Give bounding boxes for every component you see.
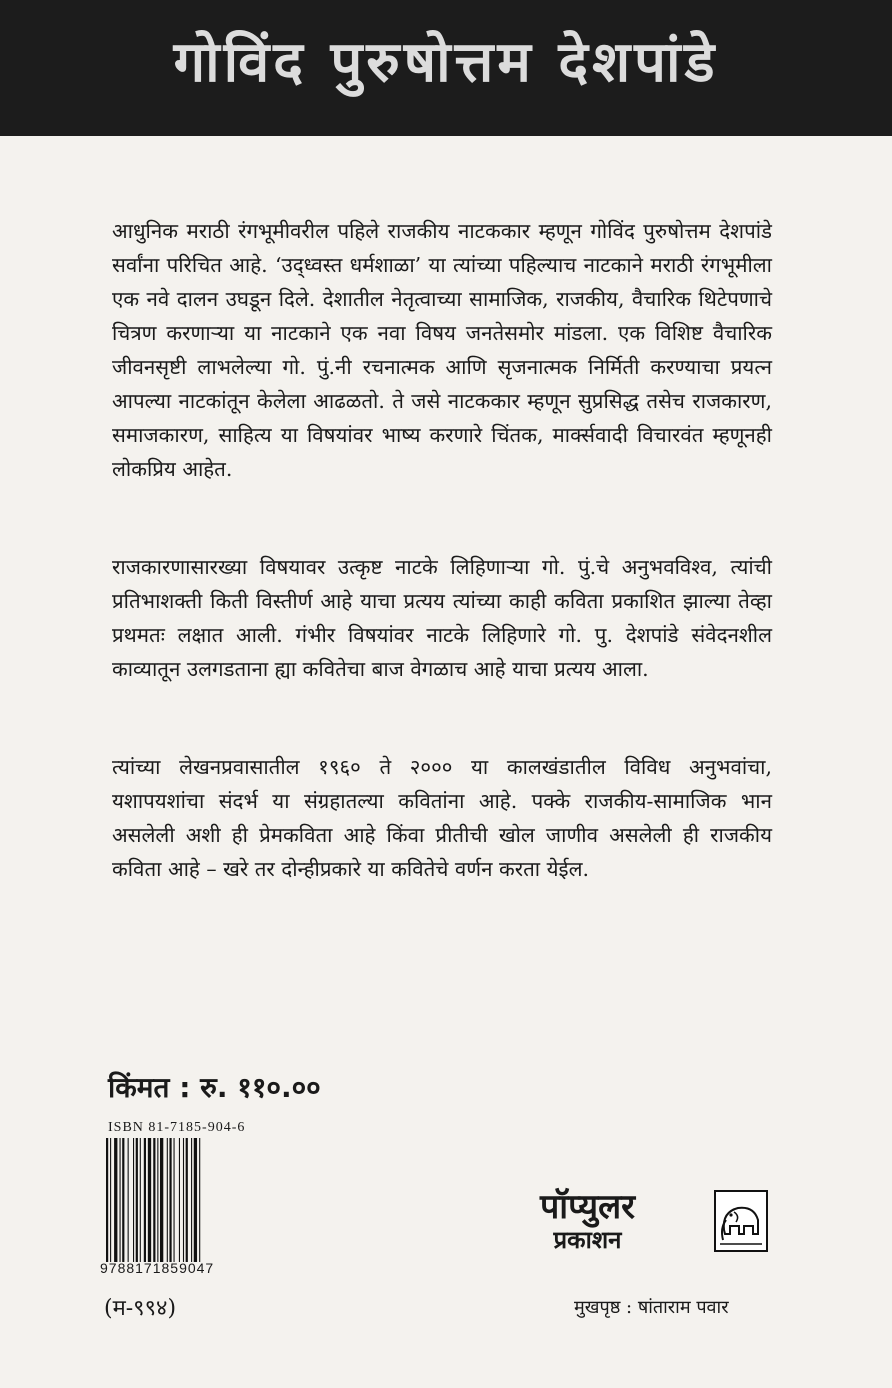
blurb-paragraph-2: राजकारणासारख्या विषयावर उत्कृष्ट नाटके लिहिणाऱ्या गो. पुं.चे अनुभवविश्व, त्यांची प्रतिभाशक्ती किती विस्तीर्ण आहे याचा प्रत्यय त्यांच्या काही कविता प्रकाशित झाल्या तेव्हा प्रथमतः लक्षात आली. गंभीर विषयांवर नाटके लिहिणारे गो. पु. देशपांडे संवेदनशील काव्यातून उलगडताना ह्या कवितेचा बाज वेगळाच आहे याचा प्रत्यय आला. — [112, 555, 772, 681]
barcode-number: 9788171859047 — [100, 1260, 215, 1276]
price-label: किंमत : रु. ११०.०० — [108, 1071, 321, 1104]
author-name: गोविंद पुरुषोत्तम देशपांडे — [173, 30, 719, 95]
publisher-subtitle: प्रकाशन — [553, 1226, 622, 1254]
publisher-name: पॉप्युलर — [540, 1187, 636, 1227]
catalog-code: (म-९९४) — [104, 1296, 177, 1321]
publisher-wordmark — [540, 1188, 635, 1254]
isbn-label: ISBN 81-7185-904-6 — [108, 1120, 246, 1135]
blurb-paragraph-3: त्यांच्या लेखनप्रवासातील १९६० ते २००० या कालखंडातील विविध अनुभवांचा, यशापयशांचा संदर्भ या संग्रहातल्या कवितांना आहे. पक्के राजकीय-सामाजिक भान असलेली अशी ही प्रेमकविता आहे किंवा प्रीतीची खोल जाणीव असलेली ही राजकीय कविता आहे – खरे तर दोन्हीप्रकारे या कवितेचे वर्णन करता येईल. — [112, 755, 772, 881]
blurb-paragraph-1: आधुनिक मराठी रंगभूमीवरील पहिले राजकीय नाटककार म्हणून गोविंद पुरुषोत्तम देशपांडे सर्वांना परिचित आहे. ‘उद्ध्वस्त धर्मशाळा’ या त्यांच्या पहिल्याच नाटकाने मराठी रंगभूमीला एक नवे दालन उघडून दिले. देशातील नेतृत्वाच्या सामाजिक, राजकीय, वैचारिक थिटेपणाचे चित्रण करणाऱ्या या नाटकाने एक नवा विषय जनतेसमोर मांडला. एक विशिष्ट वैचारिक जीवनसृष्टी लाभलेल्या गो. पुं.नी रचनात्मक आणि सृजनात्मक निर्मिती करण्याचा प्रयत्न आपल्या नाटकांतून केलेला आढळतो. ते जसे नाटककार म्हणून सुप्रसिद्ध तसेच राजकारण, समाजकारण, साहित्य या विषयांवर भाष्य करणारे चिंतक, मार्क्सवादी विचारवंत म्हणूनही लोकप्रिय आहेत. — [112, 219, 772, 481]
cover-credit: मुखपृष्ठ : षांताराम पवार — [574, 1297, 729, 1318]
barcode-graphic — [104, 1138, 244, 1262]
elephant-logo-icon — [714, 1190, 768, 1252]
